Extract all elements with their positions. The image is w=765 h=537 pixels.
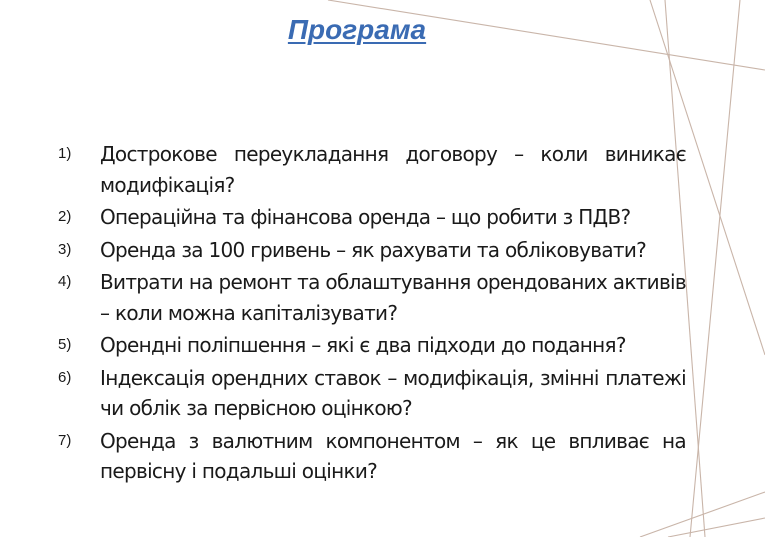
list-item <box>58 363 686 424</box>
item-text: Індексація орендних ставок – модифікація, змінні платежі чи облік за первісною оцінкою? <box>100 365 686 420</box>
item-text: Дострокове переукладання договору – коли виникає модифікація? <box>100 142 686 197</box>
item-number: 5) <box>58 336 72 353</box>
list-item <box>58 202 686 233</box>
item-number: 7) <box>58 431 72 449</box>
item-number: 6) <box>58 368 72 386</box>
list-item <box>58 139 686 200</box>
list-item <box>58 426 686 487</box>
item-number: 1) <box>58 145 72 162</box>
deco-line-6 <box>668 518 765 537</box>
deco-line-3 <box>690 0 740 537</box>
list-item <box>58 330 686 361</box>
program-list <box>58 139 686 489</box>
slide-title: Програма <box>287 14 427 45</box>
item-text: Орендні поліпшення – які є два підходи до подання? <box>100 333 626 357</box>
item-number: 2) <box>58 208 72 225</box>
list-item <box>58 235 686 266</box>
item-number: 3) <box>58 240 72 258</box>
deco-line-5 <box>640 492 765 537</box>
list-item <box>58 267 686 328</box>
item-text: Оренда за 100 гривень – як рахувати та обліковувати? <box>100 237 647 262</box>
item-number: 4) <box>58 273 72 290</box>
item-text: Витрати на ремонт та облаштування орендованих активів – коли можна капіталізувати? <box>100 270 686 325</box>
item-text: Операційна та фінансова оренда – що робити з ПДВ? <box>100 205 631 229</box>
item-text: Оренда з валютним компонентом – як це впливає на первісну і подальші оцінки? <box>100 428 686 483</box>
